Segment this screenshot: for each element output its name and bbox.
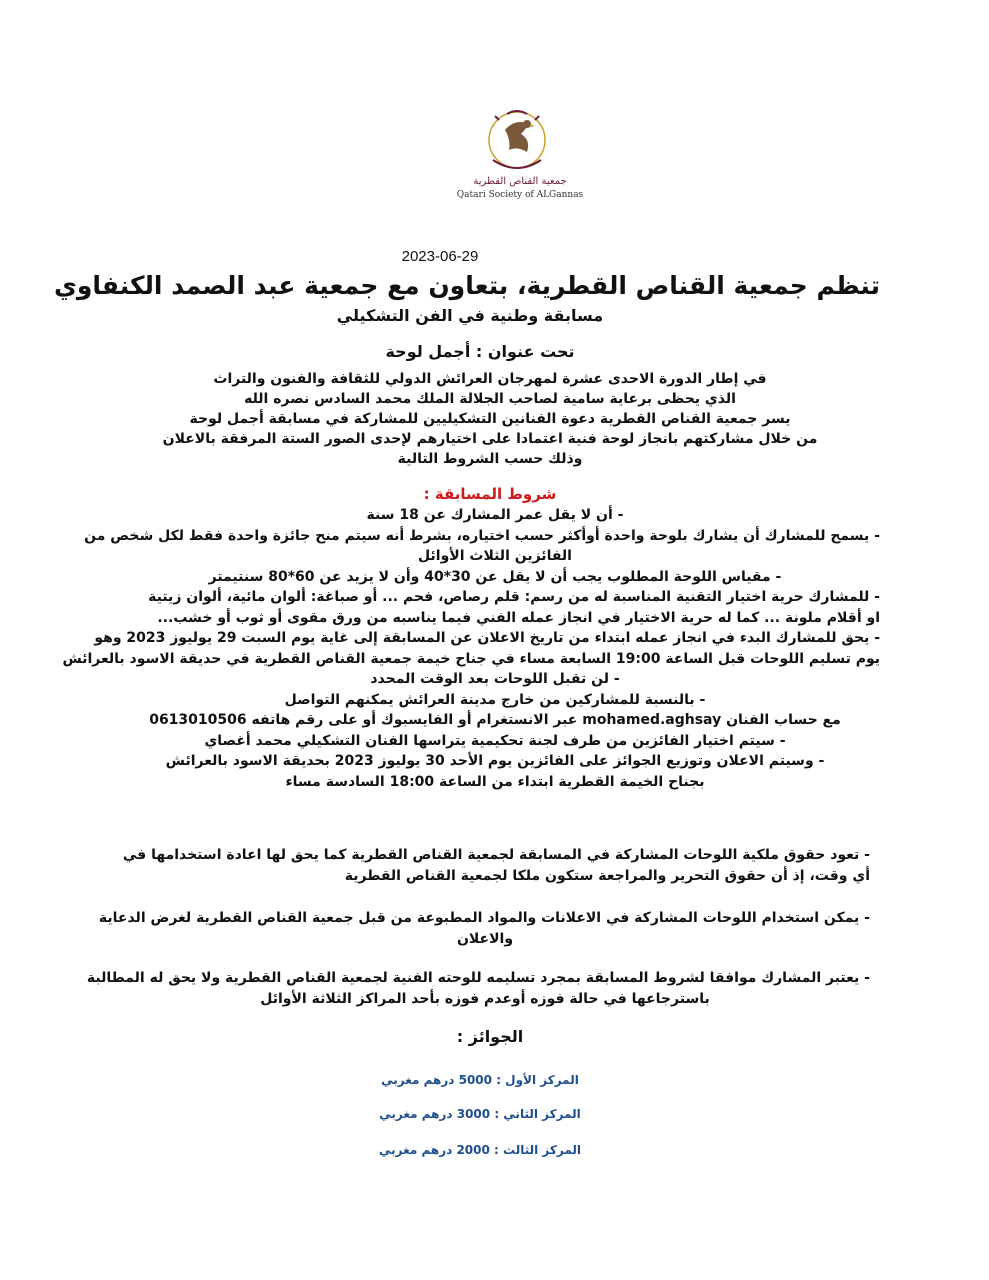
note-agreement [86,968,870,1010]
note-line: باسترجاعها في حالة فوزه أوعدم فوزه بأحد المراكز الثلاثة الأوائل [260,991,710,1007]
intro-paragraph [160,369,820,469]
competition-name: تحت عنوان : أجمل لوحة [385,342,575,361]
prize-second: المركز الثاني : 3000 درهم مغربي [379,1107,581,1121]
falcon-emblem-icon [455,100,585,178]
condition-contact-details [110,710,880,731]
note-line: - يمكن استخدام اللوحات المشاركة في الاعلانات والمواد المطبوعة من قبل جمعية القناص القطرية لغرض الدعاية [98,910,870,926]
condition-awards-cont: بجناح الخيمة القطرية ابتداء من الساعة 18:00 السادسة مساء [285,773,705,790]
society-logo [455,100,585,208]
intro-line: في إطار الدورة الاحدى عشرة لمهرجان العرائش الدولي للثقافة والفنون والتراث [213,371,767,387]
contact-intro: مع حساب الفنان [726,712,841,728]
contact-mid: عبر الانستغرام أو الفايسبوك أو على رقم هاتفه [251,712,578,728]
instagram-handle: mohamed.aghsay [582,712,722,728]
announcement-date: 2023-06-29 [401,248,479,265]
conditions-list [62,505,880,792]
condition-late: - لن تقبل اللوحات بعد الوقت المحدد [370,671,620,687]
conditions-heading: شروط المسابقة : [423,485,557,503]
logo-english-name: Qatari Society of ALGannas [456,190,584,200]
condition-entries-cont: الفائزين الثلاث الأوائل [418,548,572,564]
intro-line: من خلال مشاركتهم بانجاز لوحة فنية اعتمادا على اختيارهم لإحدى الصور الستة المرفقة بالاعلان [162,431,818,447]
main-title: تنظم جمعية القناص القطرية، بتعاون مع جمعية عبد الصمد الكنفاوي [53,271,880,300]
condition-technique-cont: او أقلام ملونة ... كما له حرية الاختيار في انجاز عمله الفني فيما يناسبه من ورق مقوى أو ثوب أو خشب... [157,609,880,626]
prizes-heading: الجوائز : [456,1027,524,1046]
intro-line: الذي يحظى برعاية سامية لصاحب الجلالة الملك محمد السادس نصره الله [244,391,736,407]
note-line: والاعلان [456,931,514,947]
note-line: - يعتبر المشارك موافقا لشروط المسابقة بمجرد تسليمه للوحته الفنية لجمعية القناص القطرية ولا يحق له المطالبة [86,970,870,986]
note-line: - تعود حقوق ملكية اللوحات المشاركة في المسابقة لجمعية القناص القطرية كما يحق لها اعادة استخدامها في [122,847,870,863]
condition-size: - مقياس اللوحة المطلوب يجب أن لا يقل عن 30*40 وأن لا يزيد عن 60*80 سنتيمتر [208,568,782,585]
condition-entries: - يسمح للمشارك أن يشارك بلوحة واحدة أوأكثر حسب اختياره، بشرط أنه سيتم منح جائزة واحدة فقط لكل شخص من [84,527,880,544]
condition-jury: - سيتم اختيار الفائزين من طرف لجنة تحكيمية يتراسها الفنان التشكيلي محمد أغصاي [204,732,786,749]
condition-deadline-cont: يوم تسليم اللوحات قبل الساعة 19:00 السابعة مساء في جناح خيمة جمعية القناص القطرية في حديقة الاسود بالعرائش [62,650,880,667]
note-ownership [100,845,870,887]
prize-first: المركز الأول : 5000 درهم مغربي [381,1073,579,1087]
subtitle: مسابقة وطنية في الفن التشكيلي [336,306,604,325]
intro-line: وذلك حسب الشروط التالية [397,451,583,467]
condition-contact: - بالنسبة للمشاركين من خارج مدينة العرائش يمكنهم التواصل [284,691,706,708]
intro-line: يسر جمعية القناص القطرية دعوة الفنانين التشكيليين للمشاركة في مسابقة أجمل لوحة [189,411,791,427]
logo-arabic-name: جمعية القناص القطرية [473,176,567,187]
note-usage [100,908,870,950]
condition-age: - أن لا يقل عمر المشارك عن 18 سنة [366,507,624,523]
phone-number: 0613010506 [149,712,247,728]
condition-awards: - وسيتم الاعلان وتوزيع الجوائز على الفائزين يوم الأحد 30 يوليوز 2023 بحديقة الاسود بالعرائش [165,753,825,769]
condition-deadline: - يحق للمشارك البدء في انجاز عمله ابتداء من تاريخ الاعلان عن المسابقة إلى غاية يوم السبت 29 يوليوز 2023 وهو [94,630,880,646]
prize-third: المركز الثالث : 2000 درهم مغربي [378,1143,581,1157]
note-line: أي وقت، إذ أن حقوق التحرير والمراجعة ستكون ملكا لجمعية القناص القطرية [344,868,870,884]
condition-technique: - للمشارك حرية اختيار التقنية المناسبة له من رسم: قلم رصاص، فحم ... أو صباغة: ألوان مائية، ألوان زيتية [148,589,880,605]
